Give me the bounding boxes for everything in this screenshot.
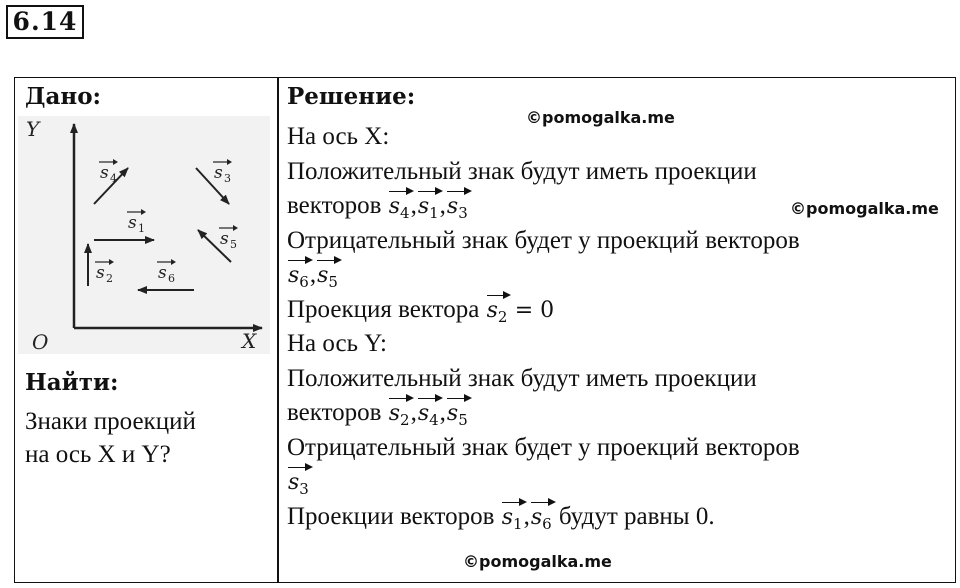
vector-s5: $s_5$ (446, 401, 468, 429)
svg-text:s: s (158, 263, 167, 283)
find-line-1: Знаки проекций (25, 408, 196, 435)
svg-text:s: s (220, 229, 229, 249)
vector-s6: $s_6$ (288, 263, 309, 291)
diagram-background (18, 116, 270, 354)
solution-body (287, 120, 800, 534)
origin-label: O (32, 330, 49, 354)
vector-s2-label (95, 259, 114, 285)
column-divider (277, 78, 279, 582)
vector-s4: $s_4$ (417, 401, 439, 429)
vector-s1-label (127, 209, 146, 235)
vector-s5: $s_5$ (317, 263, 338, 291)
x-axis-heading: На ось X: (287, 123, 390, 150)
vector-s6: $s_6$ (530, 504, 552, 533)
vector-s3: $s_3$ (288, 470, 309, 498)
svg-text:s: s (128, 213, 137, 233)
y-axis-heading: На ось Y: (287, 330, 387, 357)
vector-s4: $s_4$ (388, 194, 410, 222)
x-axis-label: X (242, 329, 257, 353)
watermark-right: ©pomogalka.me (790, 199, 939, 218)
find-line-2: на ось X и Y? (25, 441, 171, 468)
svg-text:6: 6 (168, 272, 175, 285)
vector-s2: $s_2$ (486, 297, 508, 326)
vector-s3-label (213, 159, 232, 185)
svg-text:4: 4 (110, 172, 117, 185)
positive-y-text: Положительный знак будут иметь проекции (287, 364, 757, 392)
watermark-top: ©pomogalka.me (526, 108, 675, 127)
svg-text:s: s (96, 263, 105, 283)
y-axis-label: Y (26, 117, 40, 141)
svg-text:5: 5 (230, 238, 237, 251)
vector-diagram (18, 116, 270, 354)
zero-x-line: Проекция вектора $s_2 = 0$ (287, 295, 555, 326)
vector-s3: $s_3$ (446, 194, 468, 222)
positive-y-vectors: векторов $s_2,s_4,s_5$ (287, 399, 468, 429)
svg-text:2: 2 (106, 272, 113, 285)
negative-x-vectors: $s_6,s_5$ (288, 261, 338, 291)
svg-text:s: s (214, 163, 223, 183)
watermark-bottom: ©pomogalka.me (463, 552, 612, 571)
problem-number: 6.14 (6, 5, 84, 39)
vector-s2: $s_2$ (388, 401, 410, 429)
zero-y-line: Проекции векторов $s_1,s_6$ будут равны 0. (287, 502, 715, 533)
problem-table (14, 77, 956, 583)
positive-x-vectors: векторов $s_4,s_1,s_3$ (287, 192, 468, 222)
negative-y-text: Отрицательный знак будет у проекций векторов (287, 433, 800, 461)
vector-s1: $s_1$ (417, 194, 439, 222)
vector-s1: $s_1$ (501, 504, 523, 533)
negative-y-vectors (287, 465, 800, 500)
negative-x-text: Отрицательный знак будет у проекций векторов (287, 226, 800, 254)
vector-s4-label (99, 159, 118, 185)
vector-s5-label (219, 225, 238, 251)
vector-s6-label (157, 259, 176, 285)
svg-text:s: s (100, 163, 109, 183)
positive-x-text: Положительный знак будут иметь проекции (287, 157, 757, 185)
svg-text:3: 3 (224, 172, 231, 185)
svg-text:1: 1 (138, 222, 145, 235)
given-title: Дано: (25, 83, 102, 110)
find-text (25, 405, 196, 471)
solution-title: Решение: (287, 83, 416, 110)
find-title: Найти: (25, 369, 119, 396)
